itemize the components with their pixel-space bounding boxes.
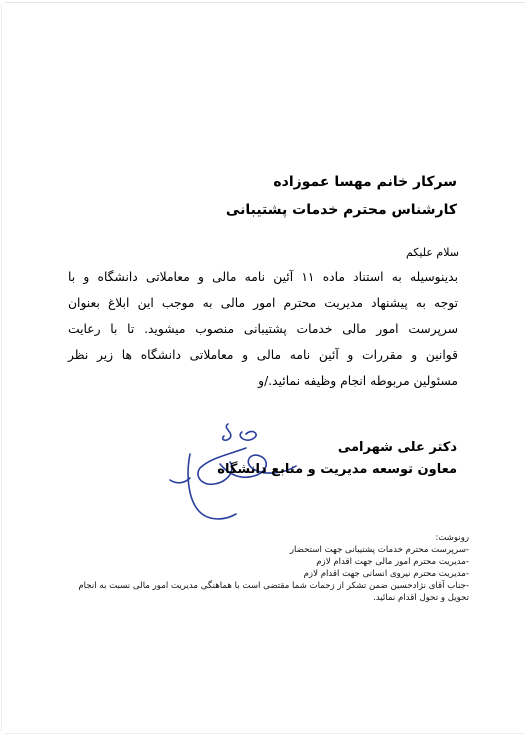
body-line: مسئولین مربوطه انجام وظیفه نمائید./و <box>258 374 458 388</box>
copy-recipient: -جناب آقای نژادحسین ضمن تشکر از زحمات شما مقتضی است با هماهنگی مدیریت امور مالی نسبت به انجام <box>78 581 469 591</box>
page-edge-top <box>4 2 525 3</box>
recipient-title: کارشناس محترم خدمات پشتیبانی <box>225 202 457 218</box>
recipient-name: سرکار خانم مهسا عموزاده <box>273 174 457 190</box>
copies-header: رونوشت: <box>435 533 469 543</box>
letter-body <box>68 264 458 394</box>
body-line: قوانین و مقررات و آئین نامه مالی و معاملاتی دانشگاه ها زیر نظر <box>68 348 458 362</box>
copies-list <box>69 532 469 604</box>
body-line: سرپرست امور مالی خدمات پشتیبانی منصوب میشوید. تا با رعایت <box>68 322 458 336</box>
signer-name: دکتر علی شهرامی <box>337 440 457 455</box>
signer-title: معاون توسعه مدیریت و منابع دانشگاه <box>217 462 457 477</box>
copy-recipient: -مدیریت محترم امور مالی جهت اقدام لازم <box>316 557 469 567</box>
greeting: سلام علیکم <box>405 246 459 259</box>
page-edge-left <box>1 4 2 732</box>
copy-recipient: -مدیریت محترم نیروی انسانی جهت اقدام لازم <box>303 569 469 579</box>
body-line: بدینوسیله به استناد ماده ۱۱ آئین نامه مالی و معاملاتی دانشگاه و با <box>68 270 458 284</box>
body-line: توجه به پیشنهاد مدیریت محترم امور مالی به موجب این ابلاغ بعنوان <box>68 296 458 310</box>
page-edge-bottom <box>4 733 525 734</box>
copy-recipient: تحویل و تحول اقدام نمائید. <box>373 593 469 603</box>
copy-recipient: -سرپرست محترم خدمات پشتیبانی جهت استحضار <box>289 545 469 555</box>
